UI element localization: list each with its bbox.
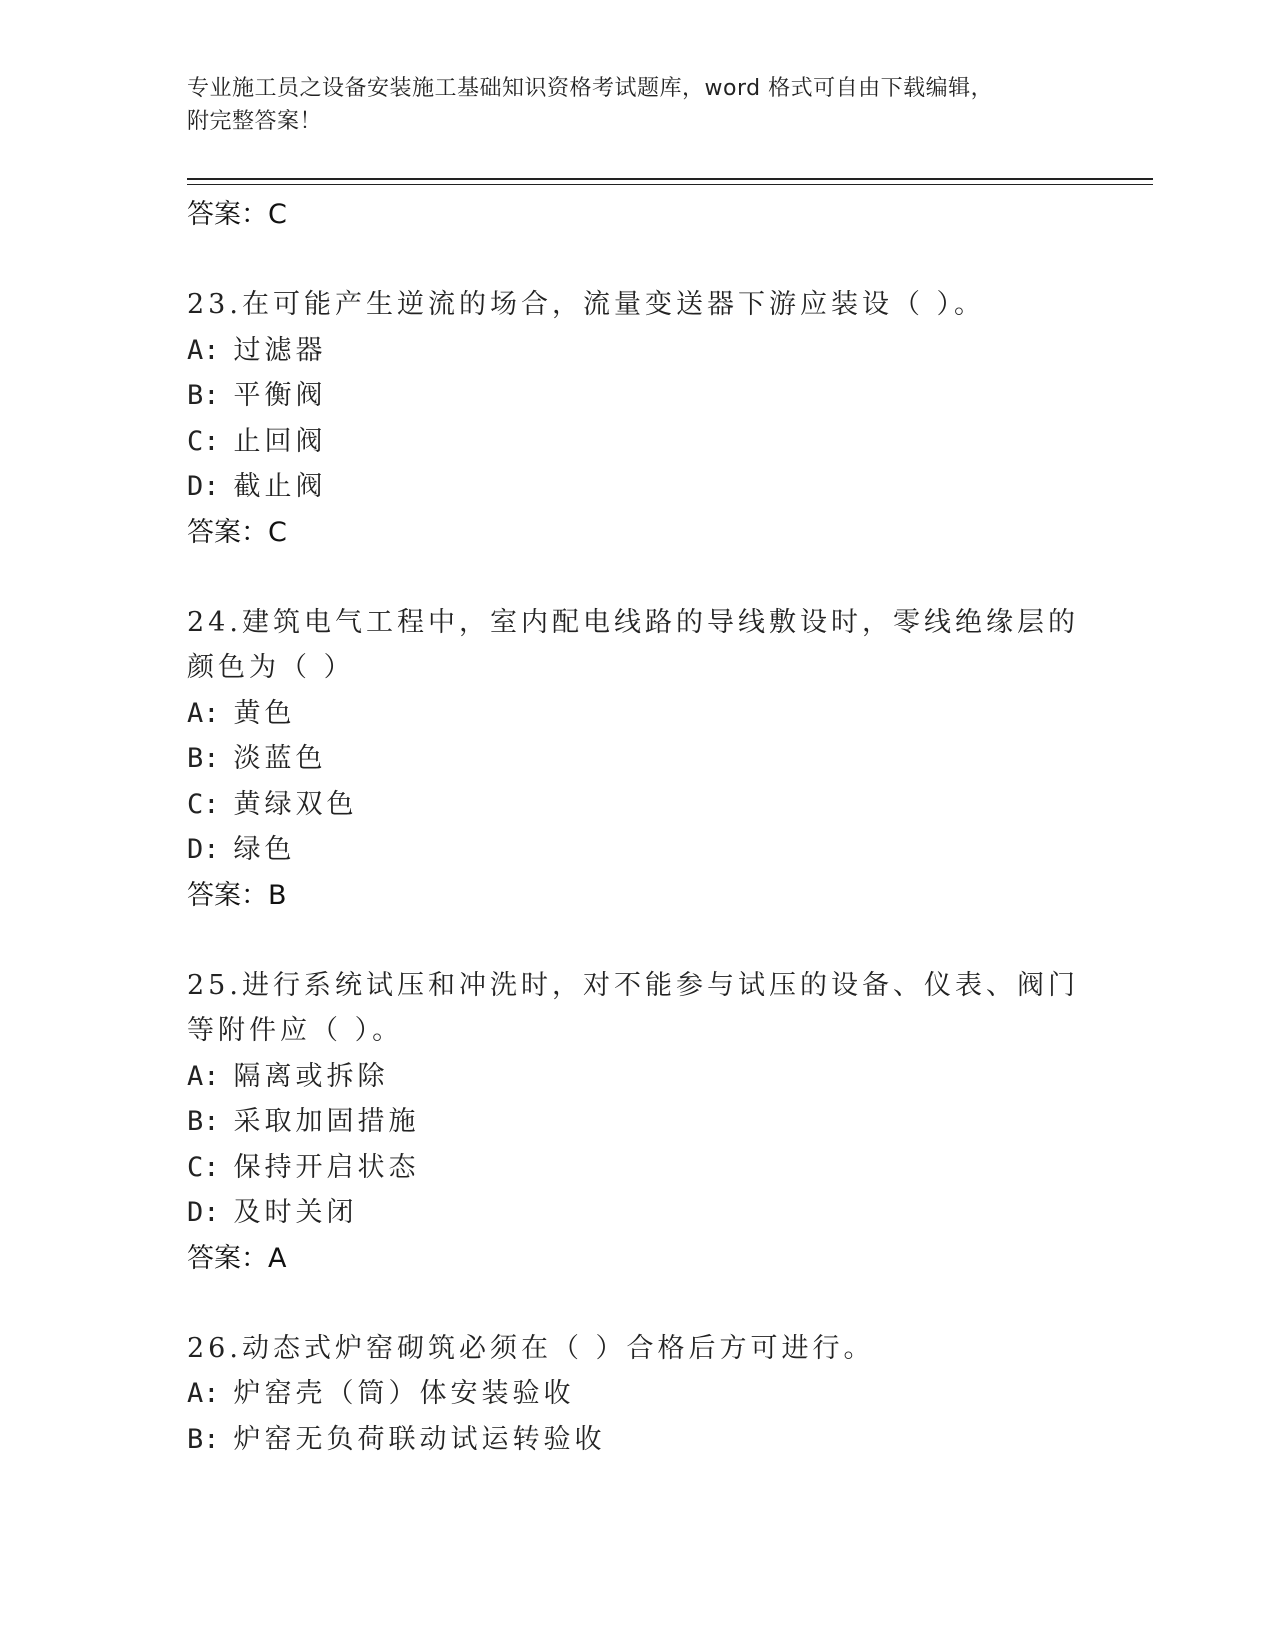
question-stem: 23.在可能产生逆流的场合，流量变送器下游应装设（ ）。	[187, 289, 986, 320]
option-key: A	[187, 334, 204, 366]
option-text: 黄色	[233, 697, 296, 729]
option-key: C	[187, 1151, 204, 1183]
option-key: B	[187, 1106, 204, 1137]
option-separator: :	[203, 1151, 220, 1183]
option-separator: :	[203, 1060, 220, 1092]
option-separator: :	[203, 697, 220, 729]
option-a	[187, 691, 1087, 737]
option-key: C	[187, 788, 204, 820]
option-separator: :	[203, 834, 220, 865]
option-separator: :	[203, 743, 220, 774]
option-separator: :	[203, 1378, 220, 1409]
question-stem: 24.建筑电气工程中，室内配电线路的导线敷设时，零线绝缘层的颜色为（ ）	[187, 606, 1079, 683]
question-25	[187, 963, 1087, 1281]
option-d	[187, 464, 1087, 510]
option-c	[187, 1145, 1087, 1191]
option-separator: :	[203, 1106, 220, 1137]
question-24	[187, 600, 1087, 918]
option-key: A	[187, 697, 204, 729]
option-text: 炉窑壳（筒）体安装验收	[233, 1378, 575, 1409]
option-key: C	[187, 425, 204, 457]
option-b	[187, 1099, 1087, 1145]
option-separator: :	[203, 380, 220, 411]
question-26	[187, 1326, 1087, 1463]
option-text: 黄绿双色	[233, 788, 358, 820]
option-key: D	[187, 834, 204, 865]
answer-line: 答案：B	[187, 879, 287, 911]
option-key: B	[187, 1423, 204, 1455]
option-text: 及时关闭	[233, 1197, 358, 1228]
option-key: D	[187, 471, 204, 502]
option-separator: :	[203, 425, 220, 457]
option-d	[187, 1190, 1087, 1236]
header-divider	[187, 178, 1153, 185]
option-key: D	[187, 1197, 204, 1228]
question-23	[187, 282, 1087, 555]
option-d	[187, 827, 1087, 873]
option-b	[187, 373, 1087, 419]
question-stem: 26.动态式炉窑砌筑必须在（ ）合格后方可进行。	[187, 1332, 875, 1364]
question-stem: 25.进行系统试压和冲洗时，对不能参与试压的设备、仪表、阀门等附件应（ ）。	[187, 969, 1079, 1046]
option-separator: :	[203, 1423, 220, 1455]
option-key: A	[187, 1378, 204, 1409]
option-text: 绿色	[233, 834, 296, 865]
option-text: 隔离或拆除	[233, 1060, 389, 1092]
option-c	[187, 419, 1087, 465]
option-key: B	[187, 380, 204, 411]
option-text: 止回阀	[233, 425, 327, 457]
option-key: B	[187, 743, 204, 774]
option-text: 过滤器	[233, 334, 327, 366]
page-header	[187, 72, 1067, 138]
header-line-2: 附完整答案！	[187, 109, 323, 134]
option-separator: :	[203, 334, 220, 366]
answer-line: 答案：C	[187, 199, 287, 230]
option-c	[187, 782, 1087, 828]
header-line-1: 专业施工员之设备安装施工基础知识资格考试题库，word 格式可自由下载编辑，	[187, 76, 994, 101]
option-separator: :	[203, 1197, 220, 1228]
option-text: 炉窑无负荷联动试运转验收	[233, 1423, 606, 1455]
option-separator: :	[203, 471, 220, 502]
option-a	[187, 1371, 1087, 1417]
question-list	[187, 192, 1087, 1462]
answer-line: 答案：A	[187, 1242, 287, 1274]
answer-line: 答案：C	[187, 516, 287, 548]
option-key: A	[187, 1060, 204, 1092]
option-b	[187, 1417, 1087, 1463]
option-text: 保持开启状态	[233, 1151, 420, 1183]
option-text: 平衡阀	[233, 380, 327, 411]
option-text: 截止阀	[233, 471, 327, 502]
option-b	[187, 736, 1087, 782]
option-a	[187, 328, 1087, 374]
option-a	[187, 1054, 1087, 1100]
option-separator: :	[203, 788, 220, 820]
option-text: 淡蓝色	[233, 743, 327, 774]
option-text: 采取加固措施	[233, 1106, 420, 1137]
